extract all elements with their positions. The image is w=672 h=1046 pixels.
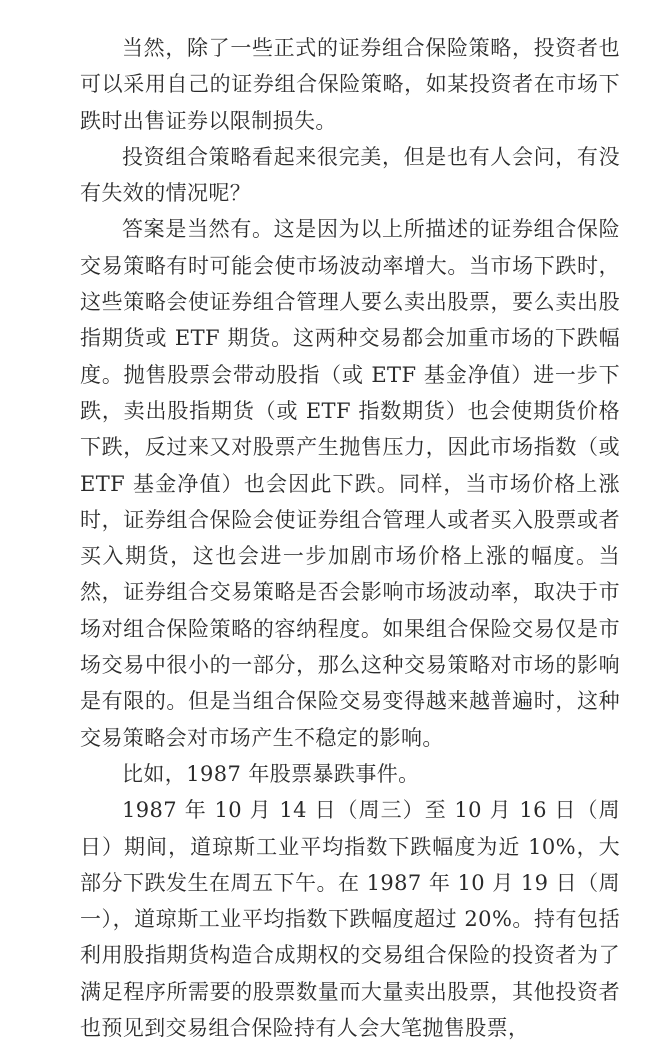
paragraph-2: 投资组合策略看起来很完美，但是也有人会问，有没有失效的情况呢？: [80, 144, 620, 206]
paragraph-5: 1987 年 10 月 14 日（周三）至 10 月 16 日（周日）期间，道琼斯工业平均指数下跌幅度为近 10%，大部分下跌发生在周五下午。在 1987 年 10 月 19 日（周一），道琼斯工业平均指数下跌幅度超过 20%。持有包括利用股指期货构造合成期权的交易组合保险的投资者为了满足程序所需要的股票数量而大量卖出股票，其他投资者也预见到交易组合保险持有人会大笔抛售股票，: [80, 798, 620, 1041]
paragraph-1: 当然，除了一些正式的证券组合保险策略，投资者也可以采用自己的证券组合保险策略，如某投资者在市场下跌时出售证券以限制损失。: [80, 36, 620, 133]
paragraph-4: 比如，1987 年股票暴跌事件。: [122, 761, 420, 786]
paragraph-3: 答案是当然有。这是因为以上所描述的证券组合保险交易策略有时可能会使市场波动率增大。当市场下跌时，这些策略会使证券组合管理人要么卖出股票，要么卖出股指期货或 ETF 期货。这两种交易都会加重市场的下跌幅度。抛售股票会带动股指（或 ETF 基金净值）进一步下跌，卖出股指期货（或 ETF 指数期货）也会使期货价格下跌，反过来又对股票产生抛售压力，因此市场指数（或 ETF 基金净值）也会因此下跌。同样，当市场价格上涨时，证券组合保险会使证券组合管理人或者买入股票或者买入期货，这也会进一步加剧市场价格上涨的幅度。当然，证券组合交易策略是否会影响市场波动率，取决于市场对组合保险策略的容纳程度。如果组合保险交易仅是市场交易中很小的一部分，那么这种交易策略对市场的影响是有限的。但是当组合保险交易变得越来越普遍时，这种交易策略会对市场产生不稳定的影响。: [80, 217, 620, 750]
body-text: [80, 30, 620, 1046]
